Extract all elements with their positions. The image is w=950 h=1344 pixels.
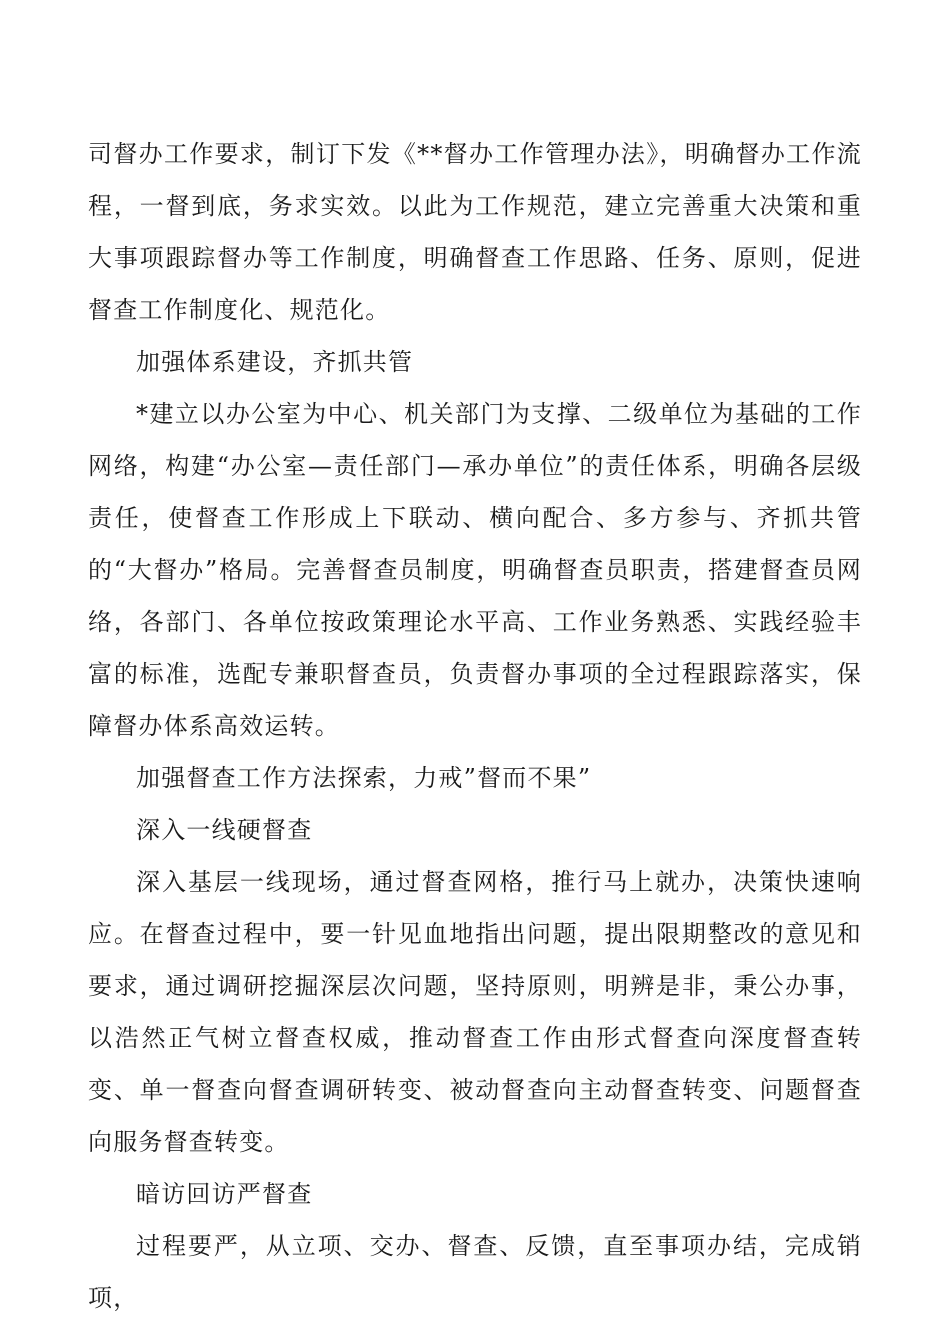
paragraph-body-3: 深入基层一线现场，通过督查网格，推行马上就办，决策快速响应。在督查过程中，要一针见血地指出问题，提出限期整改的意见和要求，通过调研挖掘深层次问题，坚持原则，明辨是非，秉公办事，以浩然正气树立督查权威，推动督查工作由形式督查向深度督查转变、单一督查向督查调研转变、被动督查向主动督查转变、问题督查向服务督查转变。 [88,868,862,1156]
subheading-unannounced-visits: 暗访回访严督查 [136,1180,313,1208]
paragraph-body-2: *建立以办公室为中心、机关部门为支撑、二级单位为基础的工作网络，构建“办公室—责任部门—承办单位”的责任体系，明确各层级责任，使督查工作形成上下联动、横向配合、多方参与、齐抓共管的“大督办”格局。完善督查员制度，明确督查员职责，搭建督查员网络，各部门、各单位按政策理论水平高、工作业务熟悉、实践经验丰富的标准，选配专兼职督查员，负责督办事项的全过程跟踪落实，保障督办体系高效运转。 [88,400,862,740]
document-body [88,128,862,1324]
section-heading-method-exploration: 加强督查工作方法探索，力戒”督而不果” [136,764,592,792]
paragraph-body-4: 过程要严，从立项、交办、督查、反馈，直至事项办结，完成销项， [88,1232,862,1312]
section-heading-system-building: 加强体系建设，齐抓共管 [136,348,414,376]
subheading-frontline-inspection: 深入一线硬督查 [136,816,313,844]
paragraph-body-1: 司督办工作要求，制订下发《**督办工作管理办法》，明确督办工作流程，一督到底，务求实效。以此为工作规范，建立完善重大决策和重大事项跟踪督办等工作制度，明确督查工作思路、任务、原则，促进督查工作制度化、规范化。 [88,140,862,324]
